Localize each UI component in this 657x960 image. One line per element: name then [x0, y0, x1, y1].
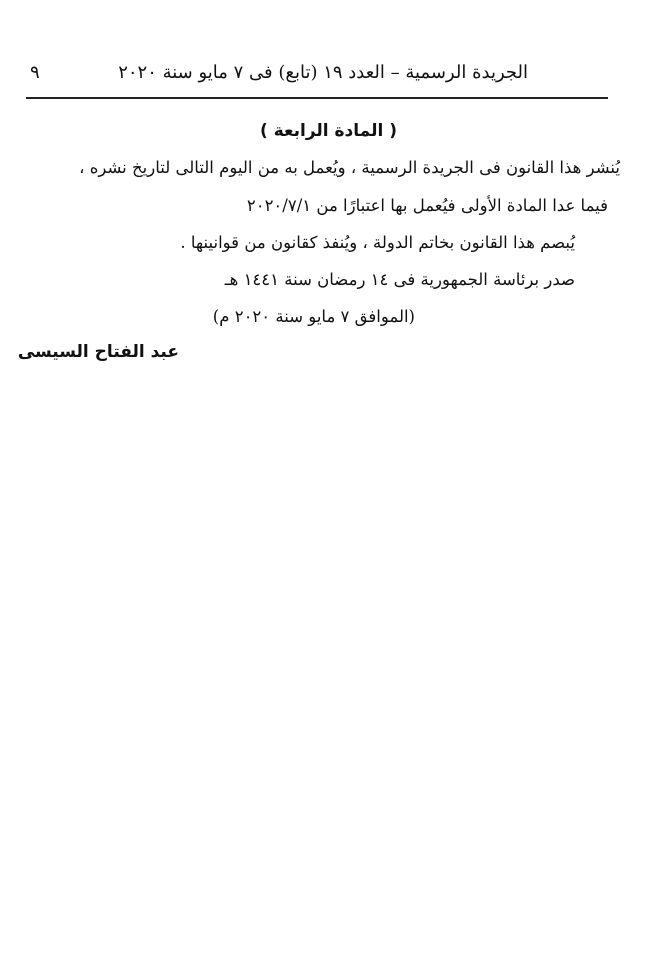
- page-header: [26, 60, 606, 94]
- article-heading: ( المادة الرابعة ): [260, 121, 397, 141]
- signature-name: عبد الفتاح السيسى: [17, 342, 179, 362]
- issuance-date-line: صدر برئاسة الجمهورية فى ١٤ رمضان سنة ١٤٤١ هـ: [224, 270, 575, 289]
- header-divider: [26, 97, 608, 99]
- article-text-line-2: فيما عدا المادة الأولى فيُعمل بها اعتبارًا من ٢٠٢٠/٧/١: [246, 196, 608, 215]
- article-text-line-3: يُبصم هذا القانون بخاتم الدولة ، ويُنفذ كقانون من قوانينها .: [180, 233, 575, 252]
- gazette-issue-title: الجريدة الرسمية – العدد ١٩ (تابع) فى ٧ مايو سنة ٢٠٢٠: [118, 62, 528, 83]
- article-text-line-1: يُنشر هذا القانون فى الجريدة الرسمية ، ويُعمل به من اليوم التالى لتاريخ نشره ،: [79, 158, 620, 177]
- issuance-gregorian-date: (الموافق ٧ مايو سنة ٢٠٢٠ م): [212, 307, 415, 326]
- page-number: ٩: [30, 62, 40, 83]
